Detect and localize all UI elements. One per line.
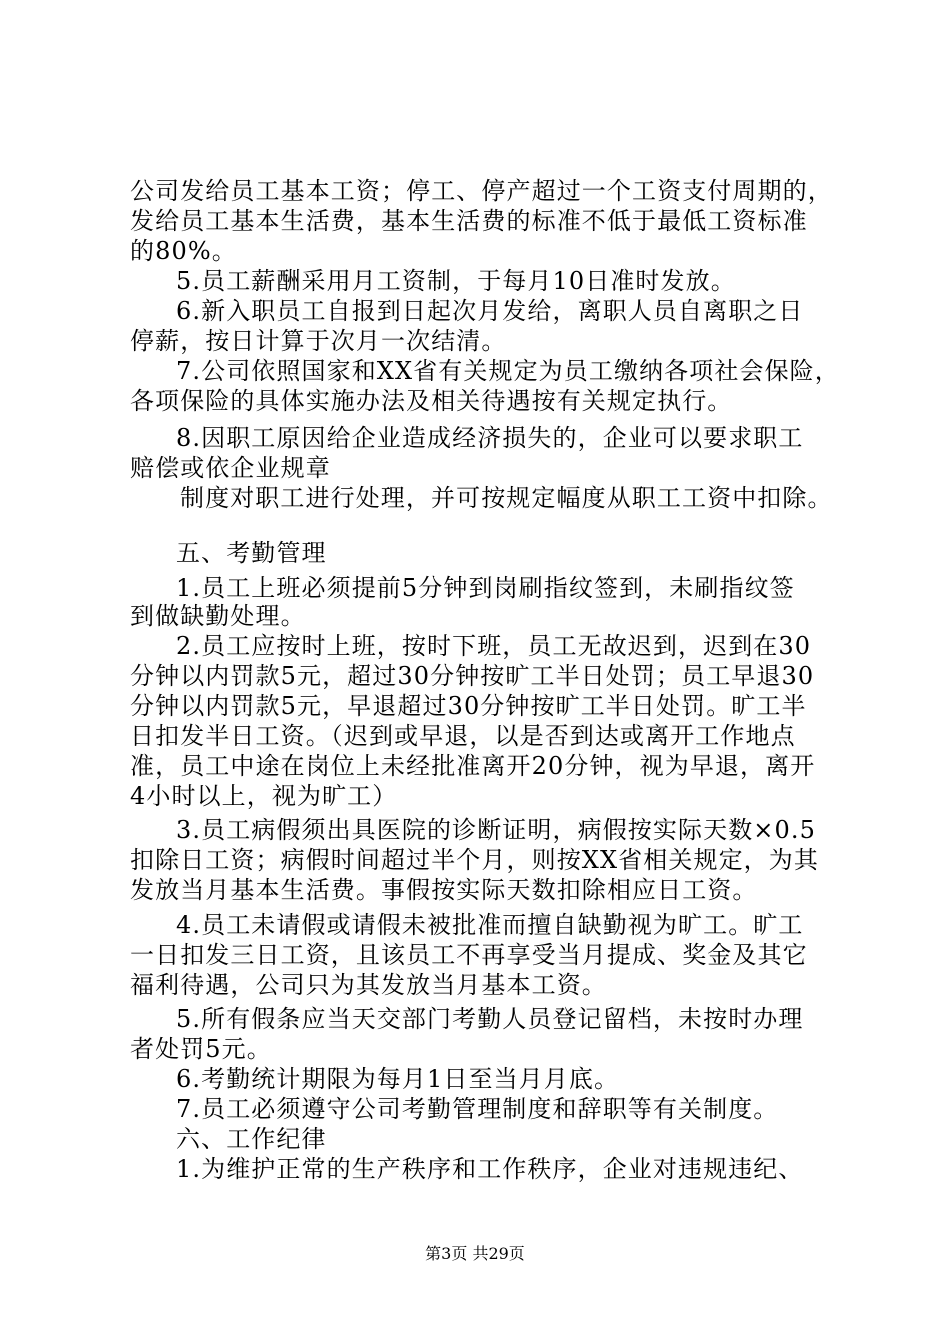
text-line: 4.员工未请假或请假未被批准而擅自缺勤视为旷工。旷工 xyxy=(176,911,804,939)
text-line: 4小时以上，视为旷工） xyxy=(130,782,398,810)
text-line: 发放当月基本生活费。事假按实际天数扣除相应日工资。 xyxy=(130,876,758,904)
text-line: 分钟以内罚款5元，早退超过30分钟按旷工半日处罚。旷工半 xyxy=(130,692,807,720)
text-line: 8.因职工原因给企业造成经济损失的，企业可以要求职工 xyxy=(176,424,804,452)
text-line: 日扣发半日工资。（迟到或早退，以是否到达或离开工作地点 xyxy=(130,722,796,750)
section-heading: 六、工作纪律 xyxy=(176,1125,327,1153)
text-line: 1.员工上班必须提前5分钟到岗刷指纹签到，未刷指纹签 xyxy=(176,574,795,602)
page-number: 第3页 共29页 xyxy=(425,1244,525,1263)
section-heading: 五、考勤管理 xyxy=(176,539,327,567)
text-line: 赔偿或依企业规章 xyxy=(130,454,331,482)
text-line: 各项保险的具体实施办法及相关待遇按有关规定执行。 xyxy=(130,387,733,415)
text-line: 7.公司依照国家和XX省有关规定为员工缴纳各项社会保险， xyxy=(176,357,840,385)
text-line: 5.员工薪酬采用月工资制，于每月10日准时发放。 xyxy=(176,267,736,295)
text-line: 的80%。 xyxy=(130,237,237,265)
text-line: 一日扣发三日工资，且该员工不再享受当月提成、奖金及其它 xyxy=(130,941,808,969)
text-line: 5.所有假条应当天交部门考勤人员登记留档，未按时办理 xyxy=(176,1005,804,1033)
text-line: 到做缺勤处理。 xyxy=(130,602,306,630)
text-line: 6.新入职员工自报到日起次月发给，离职人员自离职之日 xyxy=(176,297,804,325)
text-line: 6.考勤统计期限为每月1日至当月月底。 xyxy=(176,1065,620,1093)
text-line: 者处罚5元。 xyxy=(130,1035,272,1063)
text-line: 准，员工中途在岗位上未经批准离开20分钟，视为早退，离开 xyxy=(130,752,816,780)
text-line: 发给员工基本生活费，基本生活费的标准不低于最低工资标准 xyxy=(130,207,808,235)
text-line: 福利待遇，公司只为其发放当月基本工资。 xyxy=(130,971,607,999)
text-line: 1.为维护正常的生产秩序和工作秩序，企业对违规违纪、 xyxy=(176,1155,804,1183)
text-line: 扣除日工资；病假时间超过半个月，则按XX省相关规定，为其 xyxy=(130,846,819,874)
text-line: 分钟以内罚款5元，超过30分钟按旷工半日处罚；员工早退30 xyxy=(130,662,815,690)
text-line: 3.员工病假须出具医院的诊断证明，病假按实际天数×0.5 xyxy=(176,816,816,844)
text-line: 制度对职工进行处理，并可按规定幅度从职工工资中扣除。 xyxy=(180,484,833,512)
text-line: 公司发给员工基本工资；停工、停产超过一个工资支付周期的， xyxy=(130,177,833,205)
text-line: 停薪，按日计算于次月一次结清。 xyxy=(130,327,507,355)
text-line: 7.员工必须遵守公司考勤管理制度和辞职等有关制度。 xyxy=(176,1095,779,1123)
text-line: 2.员工应按时上班，按时下班，员工无故迟到，迟到在30 xyxy=(176,632,812,660)
